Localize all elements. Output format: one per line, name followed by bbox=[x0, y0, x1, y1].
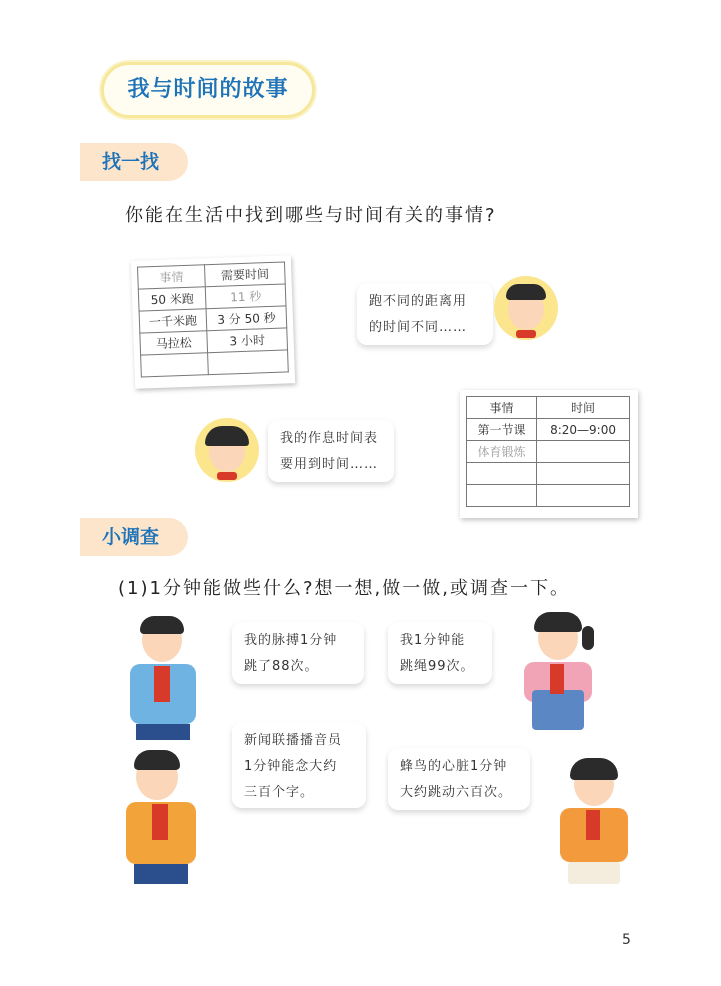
table-cell: 马拉松 bbox=[140, 331, 208, 355]
bubble-line: 新闻联播播音员 bbox=[244, 733, 343, 748]
table-header-cell: 时间 bbox=[537, 397, 630, 419]
section-tag-survey: 小调查 bbox=[80, 518, 188, 556]
table-cell: 一千米跑 bbox=[139, 309, 207, 333]
speech-bubble-news bbox=[232, 722, 366, 808]
bubble-line: 1分钟能念大约 bbox=[244, 759, 338, 774]
table-cell: 50 米跑 bbox=[138, 287, 206, 311]
hair-icon bbox=[134, 750, 180, 770]
bubble-line: 我的脉搏1分钟 bbox=[244, 633, 338, 648]
girl-avatar bbox=[195, 418, 259, 482]
page-number: 5 bbox=[622, 932, 631, 948]
table-header-row bbox=[467, 397, 630, 419]
girl-pink-sweater-figure bbox=[508, 614, 608, 734]
table-header-cell: 事情 bbox=[138, 265, 206, 289]
boy-blue-sweater-figure bbox=[120, 618, 210, 740]
table-cell bbox=[537, 441, 630, 463]
table-cell bbox=[537, 463, 630, 485]
speech-bubble-hummingbird bbox=[388, 748, 530, 810]
table-cell bbox=[537, 485, 630, 507]
girl-orange-sweater-figure bbox=[548, 760, 640, 884]
table-cell bbox=[141, 353, 209, 377]
bubble-line: 三百个字。 bbox=[244, 785, 315, 800]
schedule-table bbox=[466, 396, 630, 507]
table-cell: 体育锻炼 bbox=[467, 441, 537, 463]
red-scarf-icon bbox=[217, 472, 237, 480]
bubble-line: 的时间不同…… bbox=[369, 320, 468, 335]
bubble-line: 跑不同的距离用 bbox=[369, 294, 468, 309]
page-title: 我与时间的故事 bbox=[127, 77, 289, 102]
survey-question: (1)1分钟能做些什么?想一想,做一做,或调查一下。 bbox=[118, 578, 570, 599]
find-question: 你能在生活中找到哪些与时间有关的事情? bbox=[125, 205, 497, 226]
red-scarf-icon bbox=[152, 804, 168, 840]
red-scarf-icon bbox=[550, 664, 564, 694]
section-tag-find: 找一找 bbox=[80, 143, 188, 181]
pants-icon bbox=[134, 864, 188, 884]
race-time-table-card bbox=[131, 255, 295, 389]
pants-icon bbox=[136, 724, 190, 740]
bubble-line: 蜂鸟的心脏1分钟 bbox=[400, 759, 508, 774]
table-row bbox=[141, 350, 289, 377]
bubble-line: 我的作息时间表 bbox=[280, 431, 379, 446]
table-cell: 第一节课 bbox=[467, 419, 537, 441]
race-time-table bbox=[137, 261, 289, 377]
blue-dress-icon bbox=[532, 690, 584, 730]
schedule-table-card bbox=[460, 390, 638, 518]
boy-orange-sweater-figure bbox=[118, 752, 228, 884]
bubble-line: 我1分钟能 bbox=[400, 633, 466, 648]
bubble-line: 跳绳99次。 bbox=[400, 659, 475, 674]
boy-avatar bbox=[494, 276, 558, 340]
table-row bbox=[467, 485, 630, 507]
bubble-line: 要用到时间…… bbox=[280, 457, 379, 472]
speech-bubble-pulse bbox=[232, 622, 364, 684]
speech-bubble-schedule bbox=[268, 420, 394, 482]
ponytail-icon bbox=[582, 626, 594, 650]
red-scarf-icon bbox=[586, 810, 600, 840]
hair-icon bbox=[534, 612, 582, 632]
table-cell bbox=[208, 350, 289, 375]
speech-bubble-rope bbox=[388, 622, 492, 684]
table-cell: 8:20—9:00 bbox=[537, 419, 630, 441]
girl-hair-icon bbox=[205, 426, 249, 446]
speech-bubble-distance bbox=[357, 283, 493, 345]
table-row bbox=[467, 441, 630, 463]
bubble-line: 大约跳动六百次。 bbox=[400, 785, 513, 800]
table-header-cell: 事情 bbox=[467, 397, 537, 419]
hair-icon bbox=[570, 758, 618, 780]
table-row bbox=[467, 419, 630, 441]
skirt-icon bbox=[568, 862, 620, 884]
table-cell: 11 秒 bbox=[205, 284, 286, 309]
bubble-line: 跳了88次。 bbox=[244, 659, 319, 674]
table-cell bbox=[467, 463, 537, 485]
table-cell bbox=[467, 485, 537, 507]
red-scarf-icon bbox=[516, 330, 536, 338]
boy-hair-icon bbox=[506, 284, 546, 300]
table-cell: 3 分 50 秒 bbox=[206, 306, 287, 331]
table-row bbox=[467, 463, 630, 485]
table-cell: 3 小时 bbox=[207, 328, 288, 353]
red-scarf-icon bbox=[154, 666, 170, 702]
hair-icon bbox=[140, 616, 184, 634]
table-header-cell: 需要时间 bbox=[205, 262, 286, 287]
